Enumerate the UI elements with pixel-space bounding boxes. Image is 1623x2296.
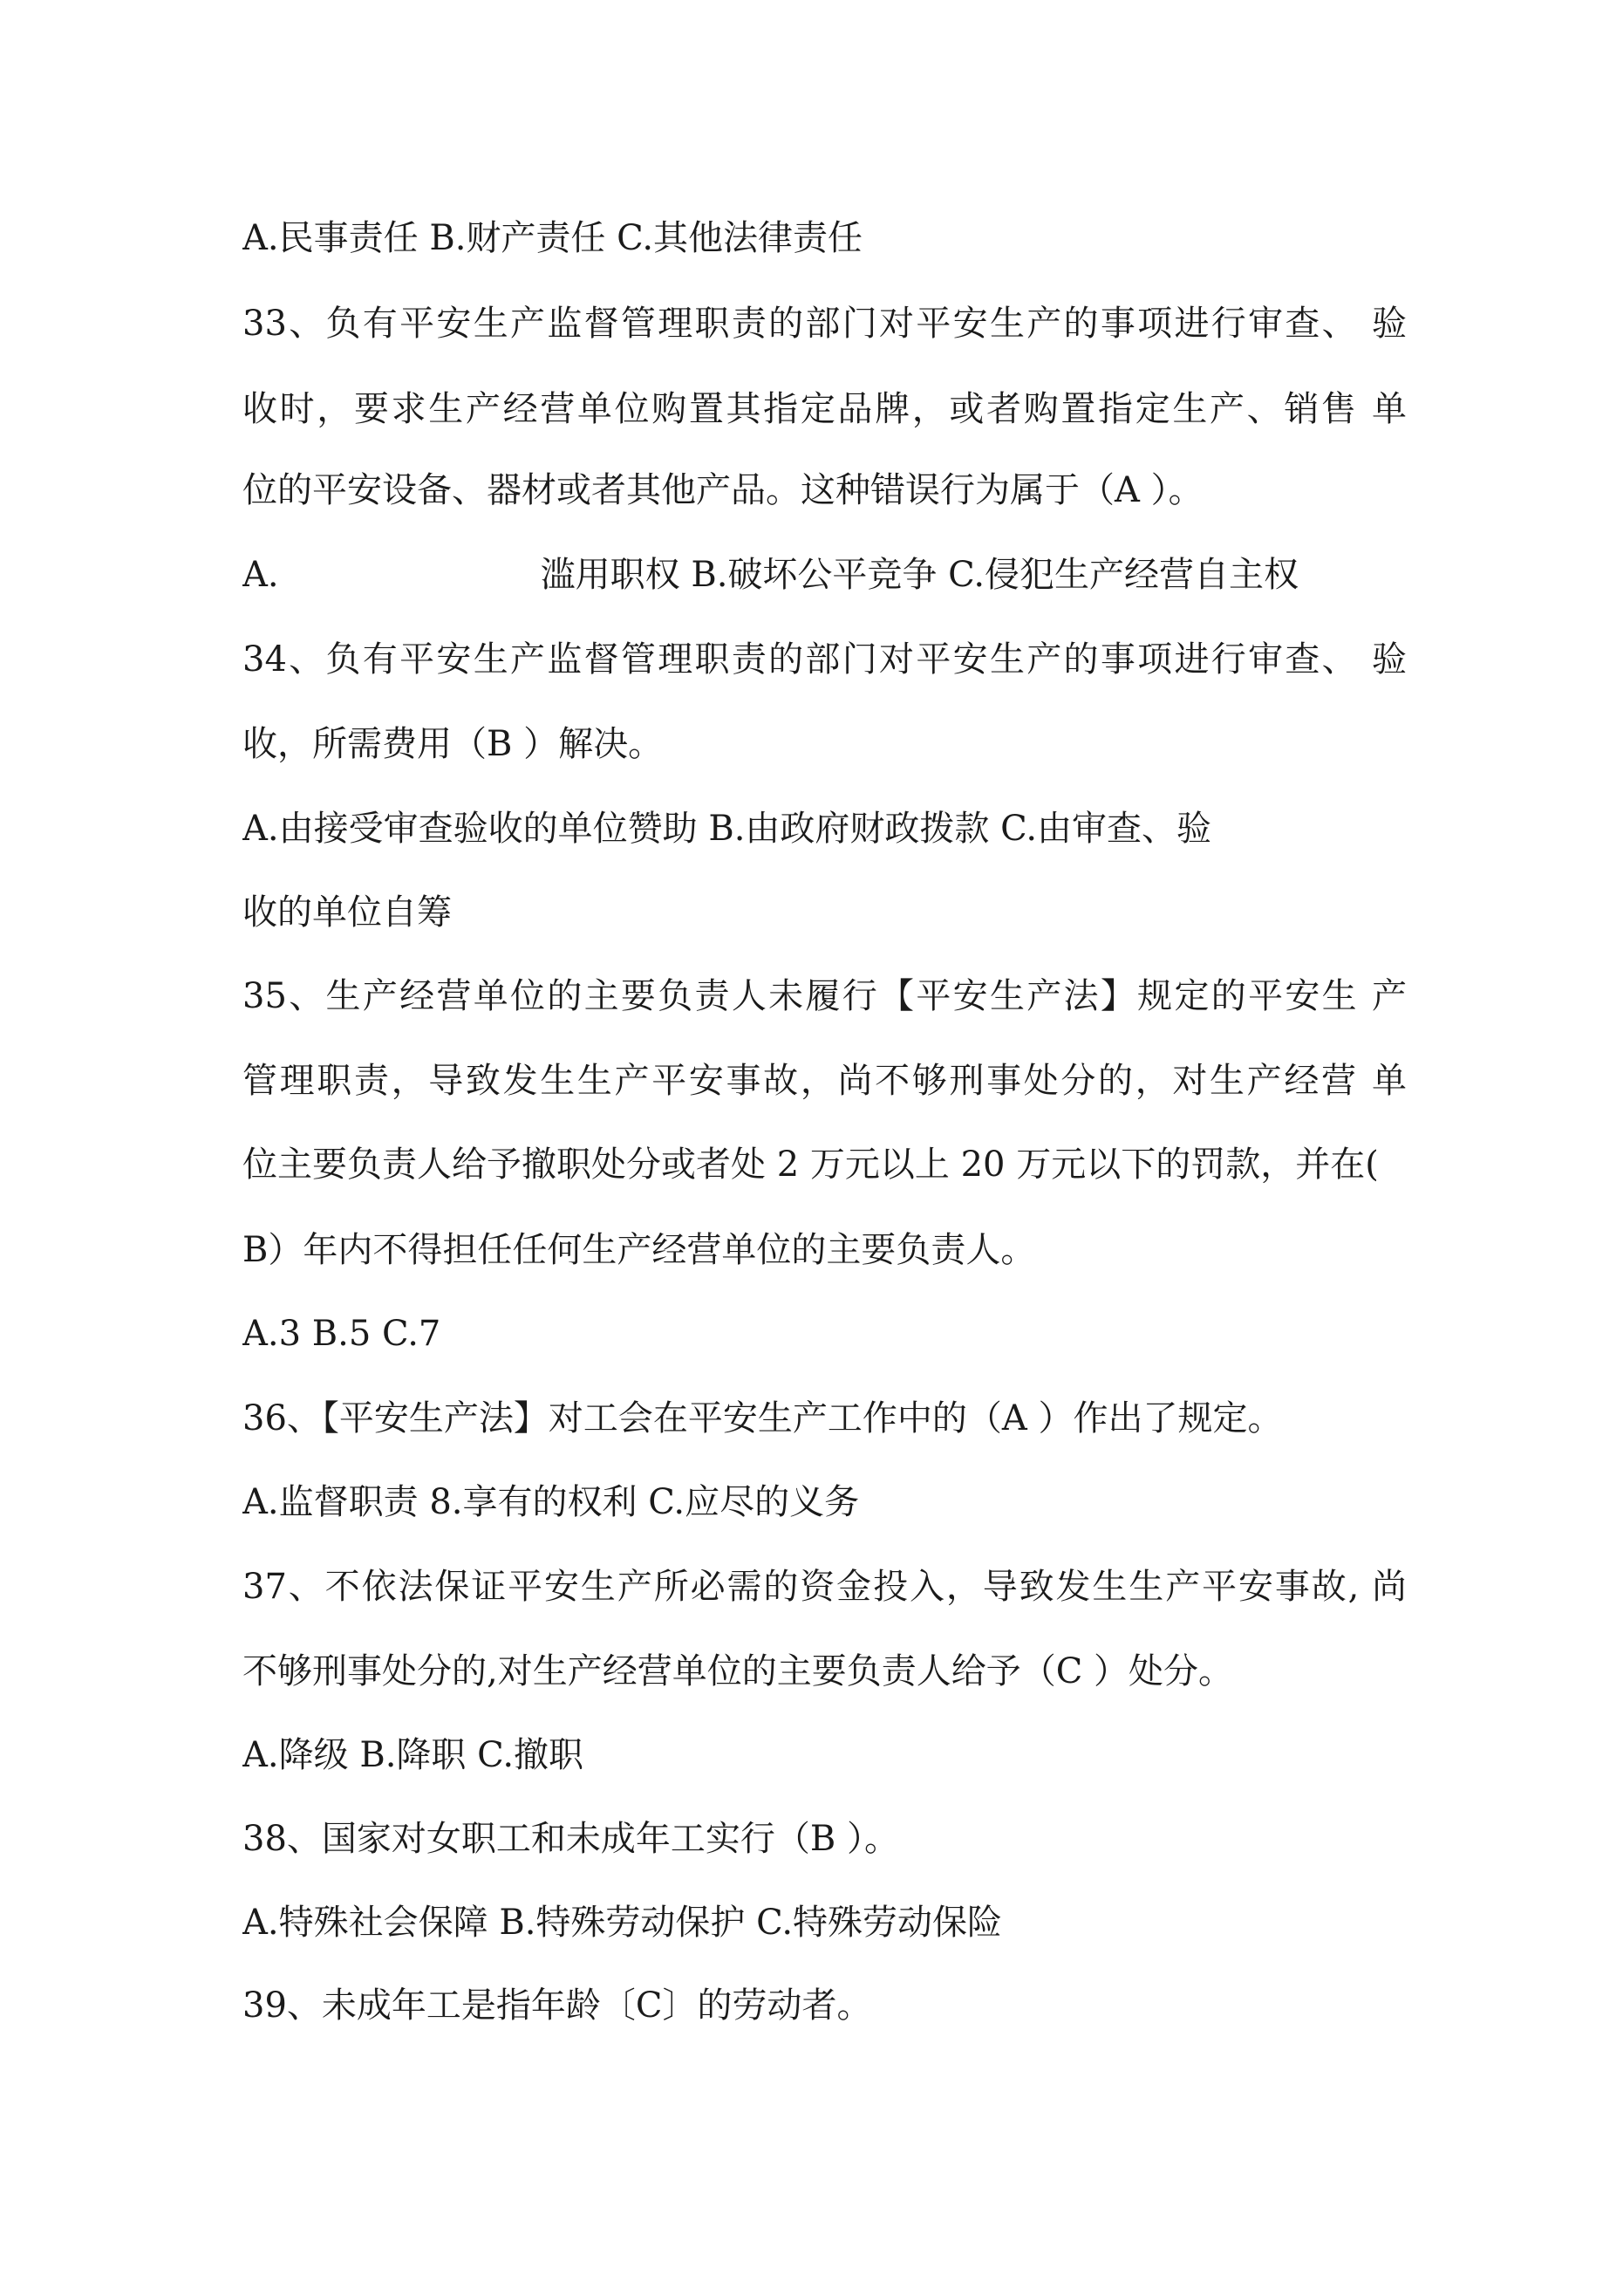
q33-options xyxy=(242,550,1407,600)
q38-options: A.特殊社会保障 B.特殊劳动保护 C.特殊劳动保险 xyxy=(242,1903,1003,1943)
q36-question: 36、【平安生产法】对工会在平安生产工作中的（A ）作出了规定。 xyxy=(242,1398,1283,1438)
q34-options-cont: 收的单位自筹 xyxy=(242,892,452,933)
q37-line-1: 37、不依法保证平安生产所必需的资金投入，导致发生生产平安事故, 尚 xyxy=(242,1567,1407,1607)
q34-options: A.由接受审查验收的单位赞助 B.由政府财政拨款 C.由审查、验 xyxy=(242,809,1212,849)
q34-line-2: 收，所需费用（B ）解决。 xyxy=(242,724,664,764)
q35-line-2: 管理职责，导致发生生产平安事故，尚不够刑事处分的，对生产经营 单 xyxy=(242,1061,1407,1101)
q35-line-4: B）年内不得担任任何生产经营单位的主要负责人。 xyxy=(242,1230,1036,1270)
q35-line-3: 位主要负责人给予撤职处分或者处 2 万元以上 20 万元以下的罚款，并在( xyxy=(242,1145,1379,1185)
q37-options: A.降级 B.降职 C.撤职 xyxy=(242,1735,584,1775)
q33-line-3: 位的平安设备、器材或者其他产品。这种错误行为属于（A ）。 xyxy=(242,470,1204,510)
q39-question: 39、未成年工是指年龄〔C〕的劳动者。 xyxy=(242,1985,872,2026)
q35-line-1: 35、生产经营单位的主要负责人未履行【平安生产法】规定的平安生 产 xyxy=(242,976,1407,1016)
q33-line-1: 33、负有平安生产监督管理职责的部门对平安生产的事项进行审查、 验 xyxy=(242,304,1407,344)
q37-line-2: 不够刑事处分的,对生产经营单位的主要负责人给予（C ）处分。 xyxy=(242,1651,1234,1691)
q33-option-text: 滥用职权 B.破坏公平竞争 C.侵犯生产经营自主权 xyxy=(540,555,1299,595)
q36-options: A.监督职责 8.享有的权利 C.应尽的义务 xyxy=(242,1482,860,1522)
q38-question: 38、国家对女职工和未成年工实行（B ）。 xyxy=(242,1819,900,1859)
q32-options: A.民事责任 B.财产责任 C.其他法律责任 xyxy=(242,218,863,258)
q33-option-a-label: A. xyxy=(242,555,279,595)
q34-line-1: 34、负有平安生产监督管理职责的部门对平安生产的事项进行审查、 验 xyxy=(242,639,1407,680)
q35-options: A.3 B.5 C.7 xyxy=(242,1314,441,1354)
q33-line-2: 收时，要求生产经营单位购置其指定品牌，或者购置指定生产、销售 单 xyxy=(242,389,1407,429)
